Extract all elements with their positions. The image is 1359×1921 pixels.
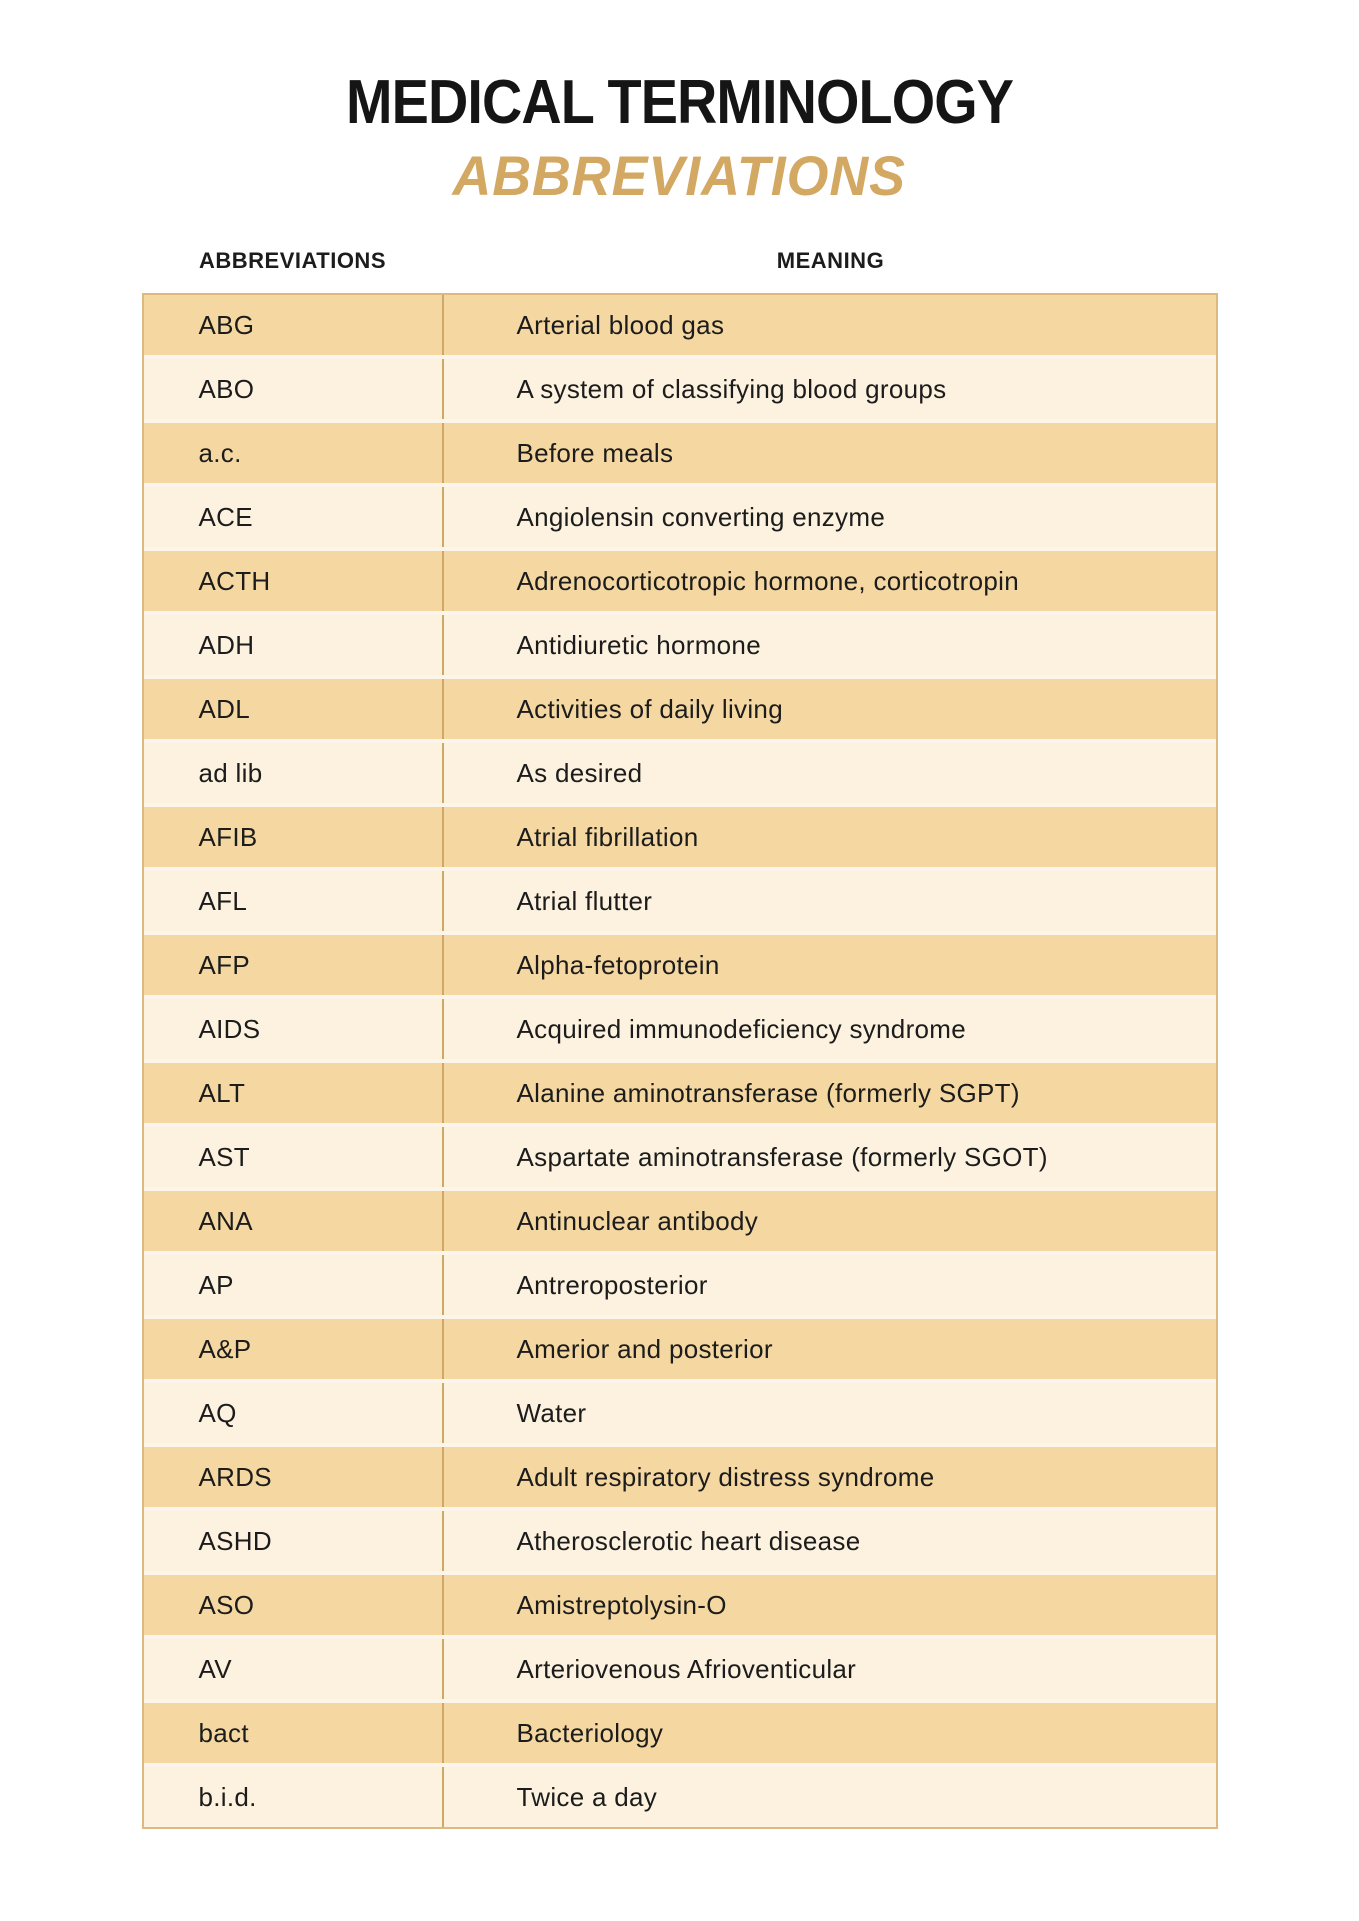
abbreviation-cell: ARDS [144, 1447, 444, 1507]
meaning-cell: Alpha-fetoprotein [516, 949, 720, 980]
abbreviation-cell: ad lib [144, 743, 444, 803]
abbreviation-cell: ALT [144, 1063, 444, 1123]
table-row [144, 743, 1216, 807]
abbreviation-cell: ASHD [144, 1511, 444, 1571]
table-row [144, 807, 1216, 871]
table-row [144, 615, 1216, 679]
abbreviation-cell: ANA [144, 1191, 444, 1251]
page-title: MEDICAL TERMINOLOGY [346, 68, 1013, 137]
meaning-cell: A system of classifying blood groups [516, 373, 947, 404]
table-row [144, 1127, 1216, 1191]
meaning-cell: As desired [516, 757, 643, 788]
meaning-cell: Atrial fibrillation [516, 821, 699, 852]
meaning-cell: Antidiuretic hormone [516, 629, 761, 660]
table-row [144, 359, 1216, 423]
abbreviation-cell: ACTH [144, 551, 444, 611]
column-headers [142, 248, 1218, 274]
abbreviation-cell: AFIB [144, 807, 444, 867]
table-row [144, 871, 1216, 935]
meaning-cell: Adrenocorticotropic hormone, corticotropin [516, 565, 1019, 596]
table-row [144, 1191, 1216, 1255]
abbreviation-cell: ACE [144, 487, 444, 547]
table-row [144, 999, 1216, 1063]
abbreviation-cell: ADH [144, 615, 444, 675]
table-row [144, 1447, 1216, 1511]
table-row [144, 679, 1216, 743]
meaning-cell: Atrial flutter [516, 885, 653, 916]
abbreviation-cell: AST [144, 1127, 444, 1187]
abbreviation-cell: b.i.d. [144, 1767, 444, 1827]
meaning-cell: Arteriovenous Afrioventicular [516, 1653, 857, 1684]
table-row [144, 1575, 1216, 1639]
table-row [144, 1255, 1216, 1319]
table-row [144, 295, 1216, 359]
table-row [144, 1703, 1216, 1767]
meaning-cell: Bacteriology [516, 1717, 664, 1748]
abbreviation-cell: A&P [144, 1319, 444, 1379]
table-row [144, 1383, 1216, 1447]
page-subtitle: ABBREVIATIONS [452, 144, 907, 207]
table-row [144, 423, 1216, 487]
abbreviation-cell: ADL [144, 679, 444, 739]
table-row [144, 487, 1216, 551]
meaning-cell: Arterial blood gas [516, 309, 725, 340]
meaning-cell: Alanine aminotransferase (formerly SGPT) [516, 1077, 1020, 1108]
meaning-cell: Amistreptolysin-O [516, 1589, 727, 1620]
abbreviation-cell: bact [144, 1703, 444, 1763]
table-row [144, 1319, 1216, 1383]
abbreviation-cell: AFL [144, 871, 444, 931]
abbreviation-cell: AFP [144, 935, 444, 995]
table-row [144, 935, 1216, 999]
meaning-cell: Acquired immunodeficiency syndrome [516, 1013, 967, 1044]
meaning-cell: Antinuclear antibody [516, 1205, 759, 1236]
abbreviation-table [142, 293, 1218, 1829]
meaning-cell: Atherosclerotic heart disease [516, 1525, 861, 1556]
meaning-cell: Adult respiratory distress syndrome [516, 1461, 935, 1492]
meaning-cell: Antreroposterior [516, 1269, 708, 1300]
table-row [144, 1511, 1216, 1575]
column-header-abbreviations: ABBREVIATIONS [199, 248, 386, 273]
abbreviation-cell: AQ [144, 1383, 444, 1443]
meaning-cell: Activities of daily living [516, 693, 783, 724]
abbreviation-cell: ASO [144, 1575, 444, 1635]
abbreviation-cell: ABO [144, 359, 444, 419]
meaning-cell: Aspartate aminotransferase (formerly SGOT) [516, 1141, 1048, 1172]
meaning-cell: Amerior and posterior [516, 1333, 773, 1364]
abbreviation-cell: AV [144, 1639, 444, 1699]
abbreviation-cell: a.c. [144, 423, 444, 483]
column-header-meaning: MEANING [776, 248, 885, 273]
abbreviation-cell: AP [144, 1255, 444, 1315]
abbreviation-table-body [144, 295, 1216, 1827]
abbreviation-cell: AIDS [144, 999, 444, 1059]
meaning-cell: Twice a day [516, 1781, 658, 1812]
table-row [144, 1063, 1216, 1127]
abbreviation-cell: ABG [144, 295, 444, 355]
meaning-cell: Angiolensin converting enzyme [516, 501, 886, 532]
table-row [144, 1767, 1216, 1827]
table-row [144, 1639, 1216, 1703]
table-row [144, 551, 1216, 615]
meaning-cell: Before meals [516, 437, 674, 468]
meaning-cell: Water [516, 1397, 587, 1428]
